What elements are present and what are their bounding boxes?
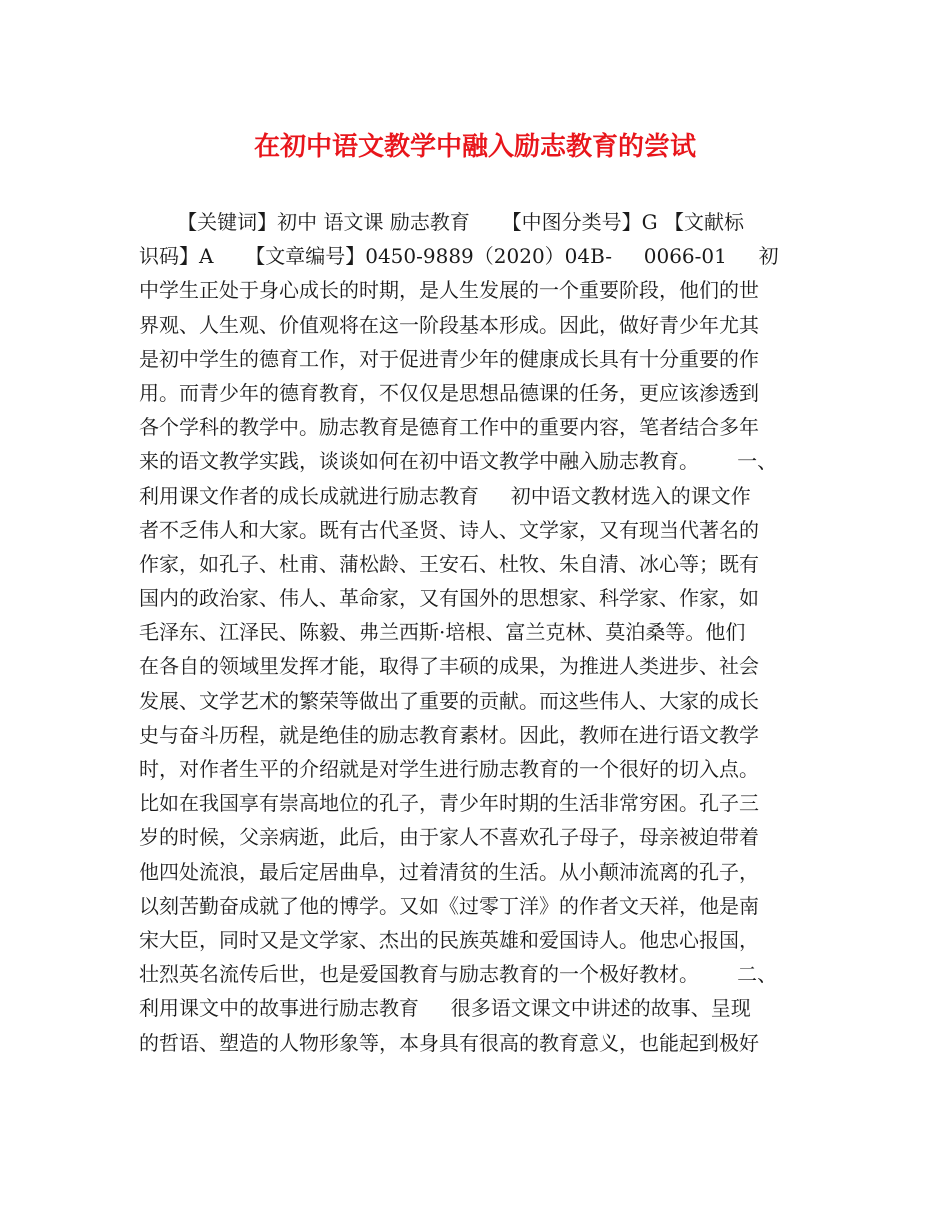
- text-line: 中学生正处于身心成长的时期，是人生发展的一个重要阶段，他们的世: [139, 278, 759, 303]
- text-line: 【关键词】初中 语文课 励志教育 【中图分类号】G 【文献标: [139, 210, 744, 234]
- text-line: 毛泽东、江泽民、陈毅、弗兰西斯·培根、富兰克林、莫泊桑等。他们: [139, 620, 746, 645]
- text-line: 利用课文作者的成长成就进行励志教育 初中语文教材选入的课文作: [139, 483, 751, 508]
- text-line: 国内的政治家、伟人、革命家，又有国外的思想家、科学家、作家，如: [139, 586, 759, 611]
- text-line: 用。而青少年的德育教育，不仅仅是思想品德课的任务，更应该渗透到: [139, 380, 759, 405]
- body-text: [139, 205, 829, 1060]
- text-line: 宋大臣，同时又是文学家、杰出的民族英雄和爱国诗人。他忠心报国，: [139, 927, 759, 952]
- text-line: 他四处流浪，最后定居曲阜，过着清贫的生活。从小颠沛流离的孔子，: [139, 859, 759, 884]
- text-line: 在各自的领域里发挥才能，取得了丰硕的成果，为推进人类进步、社会: [139, 654, 759, 679]
- text-line: 识码】A 【文章编号】0450-9889（2020）04B- 0066-01 初: [139, 244, 779, 269]
- text-line: 各个学科的教学中。励志教育是德育工作中的重要内容，笔者结合多年: [139, 415, 759, 440]
- text-line: 史与奋斗历程，就是绝佳的励志教育素材。因此，教师在进行语文教学: [139, 722, 759, 747]
- page-title: 在初中语文教学中融入励志教育的尝试: [253, 132, 696, 162]
- text-line: 是初中学生的德育工作，对于促进青少年的健康成长具有十分重要的作: [139, 346, 759, 371]
- text-line: 岁的时候，父亲病逝，此后，由于家人不喜欢孔子母子，母亲被迫带着: [139, 825, 759, 850]
- text-line: 壮烈英名流传后世，也是爱国教育与励志教育的一个极好教材。 二、: [139, 962, 778, 987]
- text-line: 以刻苦勤奋成就了他的博学。又如《过零丁洋》的作者文天祥，他是南: [139, 893, 759, 918]
- text-line: 界观、人生观、价值观将在这一阶段基本形成。因此，做好青少年尤其: [139, 312, 759, 337]
- text-line: 时，对作者生平的介绍就是对学生进行励志教育的一个很好的切入点。: [139, 757, 759, 781]
- text-line: 来的语文教学实践，谈谈如何在初中语文教学中融入励志教育。 一、: [139, 449, 778, 474]
- text-line: 者不乏伟人和大家。既有古代圣贤、诗人、文学家，又有现当代著名的: [139, 517, 759, 542]
- text-line: 作家，如孔子、杜甫、蒲松龄、王安石、杜牧、朱自清、冰心等；既有: [139, 551, 759, 576]
- text-line: 发展、文学艺术的繁荣等做出了重要的贡献。而这些伟人、大家的成长: [139, 688, 759, 713]
- text-line: 利用课文中的故事进行励志教育 很多语文课文中讲述的故事、呈现: [139, 996, 751, 1021]
- text-line: 比如在我国享有崇高地位的孔子，青少年时期的生活非常穷困。孔子三: [139, 791, 759, 816]
- text-line: 的哲语、塑造的人物形象等，本身具有很高的教育意义，也能起到极好: [139, 1030, 759, 1055]
